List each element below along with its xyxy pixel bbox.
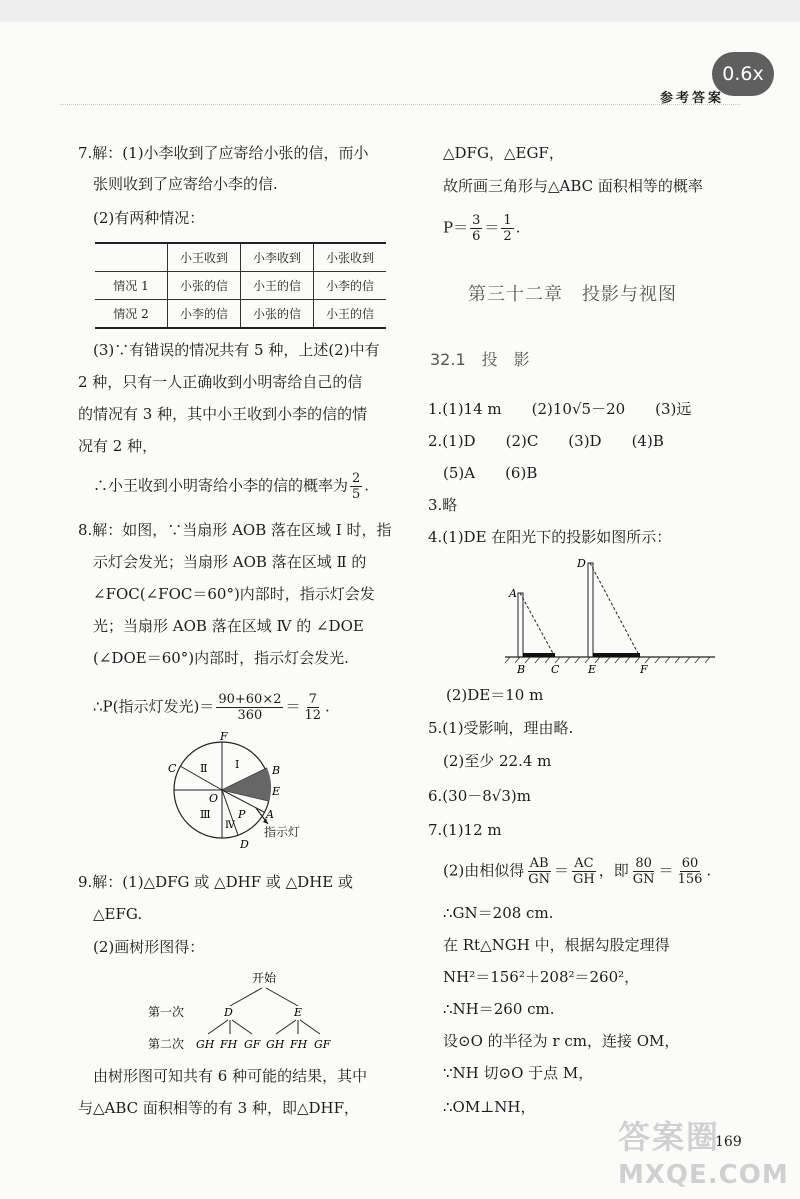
table-cell: 小李的信	[314, 272, 387, 300]
answer-2: 2.(1)D (2)C (3)D (4)B	[428, 432, 664, 450]
q8-probability: ∴P(指示灯发光)＝ $\frac{90+60\times 2}{360}$ ＝ $\frac{7}{12}$ .	[93, 692, 330, 723]
shadow-label-f: F	[640, 663, 648, 676]
fraction	[571, 856, 597, 887]
answer-7-line: NH²＝156²＋208²＝260²，	[443, 968, 640, 986]
denominator: GH	[573, 872, 595, 887]
fraction	[303, 692, 324, 723]
tree-leaf: FH	[290, 1038, 308, 1051]
answer-7-line: ∵NH 切⊙O 于点 M，	[443, 1064, 594, 1082]
tree-second: 第二次	[148, 1037, 185, 1051]
region-2-label: Ⅰ	[235, 758, 240, 771]
answer-7-line: ∴OM⊥NH，	[443, 1098, 536, 1116]
tree-leaf: FH	[220, 1038, 238, 1051]
header-rule	[60, 104, 740, 105]
q8-line-1: 8.解：如图，∵当扇形 AOB 落在区域 Ⅰ 时，指	[78, 521, 392, 539]
top-band	[0, 0, 800, 22]
q8-probability-text: ∴P(指示灯发光)＝	[93, 697, 215, 716]
denominator: GN	[528, 872, 551, 887]
right-top-line-2: 故所画三角形与△ABC 面积相等的概率	[443, 177, 703, 195]
chapter-title: 第三十二章 投影与视图	[468, 284, 677, 305]
q8-line-4: 光；当扇形 AOB 落在区域 Ⅳ 的 ∠DOE	[93, 617, 364, 635]
tree-node-d: D	[224, 1006, 233, 1019]
fraction	[631, 856, 657, 887]
q7-line-1: 7.解：(1)小李收到了应寄给小张的信，而小	[78, 144, 369, 162]
answer-1: 1.(1)14 m (2)10√5－20 (3)远	[428, 400, 692, 418]
shadow-diagram	[495, 553, 725, 678]
shadow-label-d: D	[577, 557, 586, 570]
table-cell: 情况 1	[95, 272, 168, 300]
answer-7-line: 设⊙O 的半径为 r cm，连接 OM，	[443, 1032, 680, 1050]
q9-line-2: △EFG.	[93, 905, 143, 923]
zoom-badge[interactable]: 0.6x	[712, 52, 774, 96]
q7-part-3-line-3: 的情况有 3 种，其中小王收到小李的信的情	[78, 405, 368, 423]
q9-part-2: (2)画树形图得：	[93, 938, 205, 956]
tree-leaf: GF	[314, 1038, 331, 1051]
shadow-label-e: E	[588, 663, 597, 676]
tree-diagram	[140, 968, 340, 1058]
table-cell	[95, 243, 168, 272]
answer-7-mid-text: ，即	[598, 861, 629, 880]
answer-7-part-2: (2)由相似得 $\frac{AB}{GN}$ ＝ $\frac{AC}{GH}$ ，即 $\frac{80}{GN}$ ＝ $\frac{60}{156}$ .	[443, 856, 712, 887]
numerator: 2	[352, 471, 361, 486]
answer-7: 7.(1)12 m	[428, 821, 502, 839]
denominator: 6	[472, 229, 481, 244]
numerator: AB	[529, 856, 549, 871]
shadow-label-a: A	[509, 587, 517, 600]
q7-part-3-line-1: (3)∵有错误的情况共有 5 种，上述(2)中有	[93, 341, 380, 359]
denominator: 12	[304, 708, 322, 723]
numerator: 60	[681, 856, 699, 871]
numerator: 1	[503, 213, 512, 228]
table-cell: 小王的信	[314, 300, 387, 329]
label-f: F	[220, 730, 228, 743]
section-title: 32.1 投 影	[430, 350, 530, 369]
q9-line-1: 9.解：(1)△DFG 或 △DHF 或 △DHE 或	[78, 873, 353, 891]
denominator: 5	[352, 487, 361, 502]
q8-line-2: 示灯会发光；当扇形 AOB 落在区域 Ⅱ 的	[93, 553, 367, 571]
region-1-label: Ⅱ	[200, 762, 208, 775]
answer-5-part-2: (2)至少 22.4 m	[443, 752, 552, 770]
table-row	[95, 300, 386, 329]
fraction	[216, 692, 283, 723]
label-a: A	[266, 808, 274, 821]
q7-part-2: (2)有两种情况：	[93, 209, 205, 227]
answer-4-part-2: (2)DE＝10 m	[446, 686, 544, 704]
table-cell: 小张的信	[241, 300, 314, 329]
table-cell: 情况 2	[95, 300, 168, 329]
answer-5: 5.(1)受影响，理由略.	[428, 719, 574, 737]
numerator: AC	[574, 856, 594, 871]
shadow-label-b: B	[517, 663, 526, 676]
right-probability: P＝ $\frac{3}{6}$ ＝ $\frac{1}{2}$ .	[443, 213, 521, 244]
denominator: 360	[237, 708, 263, 723]
header-title: 参考答案	[660, 91, 725, 106]
watermark-logo: 答案圈	[618, 1118, 721, 1156]
label-e: E	[272, 785, 281, 798]
q7-part-3-line-2: 2 种，只有一人正确收到小明寄给自己的信	[78, 373, 363, 391]
fraction	[350, 471, 362, 502]
watermark-url: MXQE.COM	[618, 1160, 789, 1190]
region-3-label: Ⅲ	[200, 808, 211, 821]
fraction	[470, 213, 482, 244]
q8-line-5: (∠DOE＝60°)内部时，指示灯会发光.	[93, 649, 349, 667]
q8-line-3: ∠FOC(∠FOC＝60°)内部时，指示灯会发	[93, 585, 375, 603]
shadow-label-c: C	[551, 663, 560, 676]
tree-start: 开始	[252, 971, 277, 985]
fraction	[526, 856, 552, 887]
indicator-light-label: 指示灯	[264, 825, 301, 839]
table-cell: 小李的信	[168, 300, 241, 329]
label-c: C	[168, 762, 177, 775]
label-o: O	[209, 792, 219, 805]
q9-end-line-1: 由树形图可知共有 6 种可能的结果，其中	[93, 1067, 368, 1085]
region-4-label: Ⅳ	[225, 820, 235, 831]
q7-line-2: 张则收到了应寄给小李的信.	[93, 175, 278, 193]
denominator: 156	[677, 872, 703, 887]
cases-table	[95, 242, 386, 329]
numerator: 7	[308, 692, 317, 707]
numerator: 80	[635, 856, 652, 871]
right-top-line-1: △DFG，△EGF，	[443, 144, 564, 162]
denominator: GN	[632, 872, 655, 887]
q7-probability: ∴小王收到小明寄给小李的信的概率为 $\frac{2}{5}$ .	[93, 471, 370, 502]
table-row	[95, 243, 386, 272]
fraction	[501, 213, 513, 244]
answer-4: 4.(1)DE 在阳光下的投影如图所示：	[428, 528, 672, 546]
denominator: 2	[503, 229, 512, 244]
table-cell: 小张的信	[168, 272, 241, 300]
q9-end-line-2: 与△ABC 面积相等的有 3 种，即△DHF，	[78, 1099, 360, 1117]
answer-3: 3.略	[428, 496, 458, 514]
answer-7-line: 在 Rt△NGH 中，根据勾股定理得	[443, 936, 670, 954]
right-probability-text: P＝	[443, 218, 469, 237]
page-number: 169	[715, 1134, 742, 1150]
table-cell: 小李收到	[241, 243, 314, 272]
answer-2b: (5)A (6)B	[443, 464, 538, 482]
fraction	[676, 856, 705, 887]
answer-7-part-2-text: (2)由相似得	[443, 861, 525, 880]
tree-leaf: GH	[266, 1038, 285, 1051]
tree-leaf: GH	[196, 1038, 215, 1051]
table-row	[95, 272, 386, 300]
numerator: 90+60×2	[218, 692, 282, 707]
tree-leaf: GF	[244, 1038, 261, 1051]
tree-node-e: E	[294, 1006, 303, 1019]
numerator: 3	[472, 213, 481, 228]
label-p: P	[238, 808, 246, 821]
table-cell: 小张收到	[314, 243, 387, 272]
tree-first: 第一次	[148, 1005, 185, 1019]
answer-6: 6.(30－8√3)m	[428, 787, 531, 805]
q7-part-3-line-4: 况有 2 种，	[78, 437, 158, 455]
answer-7-line: ∴NH＝260 cm.	[443, 1000, 555, 1018]
answer-7-line: ∴GN＝208 cm.	[443, 904, 554, 922]
table-cell: 小王的信	[241, 272, 314, 300]
label-b: B	[272, 764, 281, 777]
label-d: D	[240, 838, 249, 850]
table-cell: 小王收到	[168, 243, 241, 272]
q7-probability-text: ∴小王收到小明寄给小李的信的概率为	[93, 476, 349, 495]
